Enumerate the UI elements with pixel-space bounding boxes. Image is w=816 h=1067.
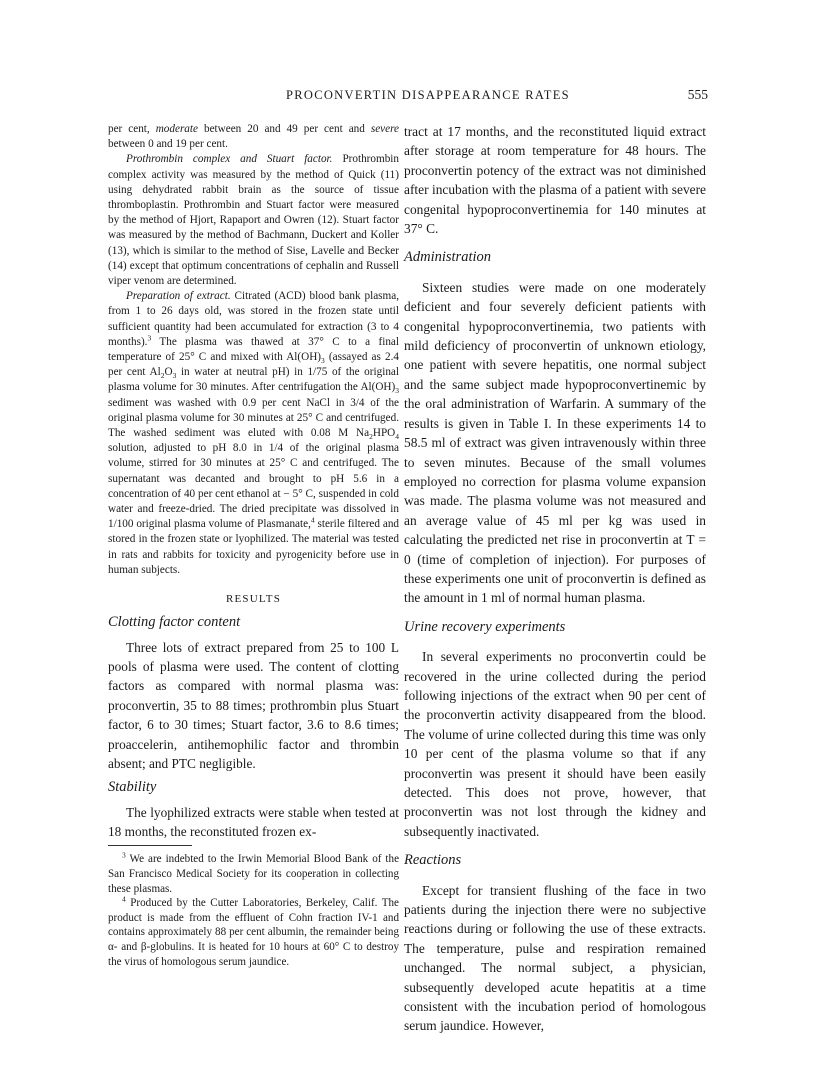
paragraph-prothrombin-complex: Prothrombin complex and Stuart factor. Prothrombin complex activity was measured by the method of Quick (11) using dehydrated rabbit brain as the source of tissue thromboplastin. Prothrombin and Stuart factor were measured by the method of Hjort, Rapaport and Owren (12). Stuart factor was measured by the method of Bachmann, Duckert and Koller (13), which is similar to the method of Sise, Lavelle and Becker (14) except that optimum concentrations of cephalin and Russell viper venom are determined. bbox=[108, 153, 399, 288]
urine-recovery-heading: Urine recovery experiments bbox=[404, 618, 566, 635]
reactions-heading: Reactions bbox=[404, 852, 462, 869]
footnotes bbox=[108, 852, 399, 969]
footnote-ref-4: 4 bbox=[310, 515, 315, 525]
administration-heading: Administration bbox=[404, 249, 492, 266]
paragraph-stability: The lyophilized extracts were stable when tested at 18 months, the reconstituted frozen ex- bbox=[108, 804, 399, 839]
clotting-factor-heading: Clotting factor content bbox=[108, 614, 241, 631]
footnote-rule bbox=[108, 845, 192, 846]
stability-heading: Stability bbox=[108, 779, 157, 796]
term-severe: severe bbox=[370, 123, 399, 135]
running-header bbox=[108, 88, 708, 110]
footnote-3: $^3$ We are indebted to the Irwin Memorial Blood Bank of the San Francisco Medical Society for its cooperation in collecting these plasmas. bbox=[108, 850, 399, 895]
subhead-prothrombin: Prothrombin complex and Stuart factor. bbox=[126, 153, 333, 166]
term-moderate: moderate bbox=[155, 123, 198, 135]
results-heading: RESULTS bbox=[225, 593, 282, 606]
paragraph-administration: Sixteen studies were made on one moderately deficient and four severely deficient patients with congenital hypoproconvertinemia, two patients with mild deficiency of proconvertin of unknown etiology, one patient with severe hepatitis, one normal subject and the same subject made hypoproconvertinemic by the oral administration of Warfarin. A summary of the results is given in Table I. In these experiments 14 to 58.5 ml of extract was given intravenously within three to seven minutes. Because of the small volumes employed no correction for plasma volume expansion was made. The plasma volume was not measured and an average value of 45 ml per kg was used in calculating the predicted net rise in proconvertin at T = 0 (time of completion of injection). For purposes of these experiments one unit of proconvertin is defined as the amount in 1 ml of normal human plasma. bbox=[404, 279, 706, 606]
paragraph-severity-scale: per cent, moderate between 20 and 49 per cent and severe between 0 and 19 per cent. bbox=[108, 123, 399, 151]
left-column bbox=[108, 122, 399, 969]
footnote-4: $^4$ Produced by the Cutter Laboratories, Berkeley, Calif. The product is made from the effluent of Cohn fraction IV-1 and contains approximately 88 per cent albumin, the remainder being α- and β-globulins. It is heated for 10 hours at 60° C to destroy the virus of homologous serum jaundice. bbox=[108, 894, 399, 968]
paragraph-stability-continued: tract at 17 months, and the reconstituted liquid extract after storage at room temperature for 48 hours. The proconvertin potency of the extract was not diminished after incubation with the plasma of a patient with severe congenital hypoproconvertinemia for 140 minutes at 37° C. bbox=[404, 124, 706, 237]
right-column bbox=[404, 122, 706, 1036]
running-title: PROCONVERTIN DISAPPEARANCE RATES bbox=[286, 88, 570, 102]
paragraph-clotting-factor: Three lots of extract prepared from 25 to 100 L pools of plasma were used. The content of clotting factors as compared with normal plasma was: proconvertin, 35 to 88 times; prothrombin plus Stuart factor, 6 to 30 times; Stuart factor, 3.6 to 8.6 times; proaccelerin, antihemophilic factor and thrombin absent; and PTC negligible. bbox=[108, 639, 399, 771]
paragraph-reactions: Except for transient flushing of the face in two patients during the injection there were no subjective reactions during or following the use of these extracts. The temperature, pulse and respiration remained unchanged. The normal subject, a physician, subsequently developed acute hepatitis at a time consistent with the incubation period of homologous serum jaundice. However, bbox=[404, 882, 706, 1034]
page-number: 555 bbox=[687, 87, 708, 102]
footnote-ref-3: 3 bbox=[147, 333, 152, 343]
subhead-preparation: Preparation of extract. bbox=[126, 290, 231, 303]
paragraph-preparation-of-extract: Preparation of extract. Citrated (ACD) blood bank plasma, from 1 to 26 days old, was stored in the frozen state until sufficient quantity had been accumulated for extraction (3 to 4 months).$^3$ The plasma was thawed at 37° C to a final temperature of 25° C and mixed with $Al(OH)_3$ (assayed as 2.4 per cent $Al_2O_3$ in water at neutral pH) in 1/75 of the original plasma volume for 30 minutes. After centrifugation the $Al(OH)_3$ sediment was washed with 0.9 per cent NaCl in 3/4 of the original plasma volume for 30 minutes at 25° C and centrifuged. The washed sediment was eluted with 0.08 M $Na_2HPO_4$ solution, adjusted to pH 8.0 in 1/4 of the original plasma volume, stirred for 30 minutes at 25° C and centrifuged. The supernatant was decanted and brought to pH 5.6 in a concentration of 40 per cent ethanol at − 5° C, suspended in cold water and freeze-dried. The dried precipitate was dissolved in 1/100 original plasma volume of Plasmanate,$^4$ sterile filtered and stored in the frozen state or lyophilized. The material was tested in rats and rabbits for toxicity and pyrogenicity before use in human subjects. bbox=[108, 290, 400, 576]
paragraph-urine-recovery: In several experiments no proconvertin could be recovered in the urine collected during the period following injections of the extract when 90 per cent of the proconvertin activity disappeared from the blood. The volume of urine collected during this time was only 10 per cent of the plasma volume so that if any proconvertin was present it should have been easily detected. This does not prove, however, that proconvertin was not lost through the kidney and subsequently inactivated. bbox=[404, 649, 706, 839]
